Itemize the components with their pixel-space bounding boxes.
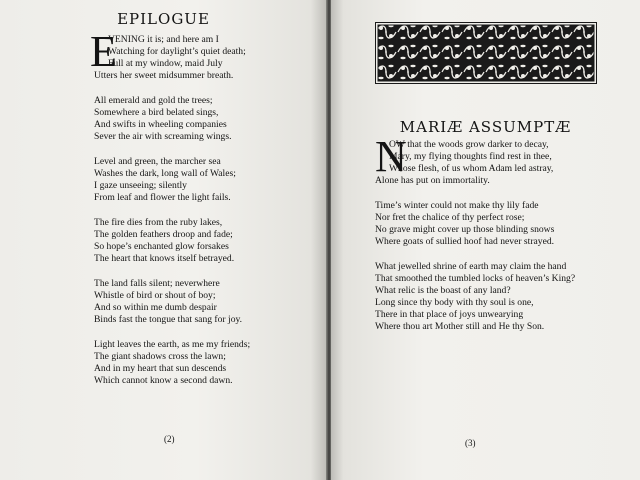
- poem-line: Somewhere a bird belated sings,: [94, 107, 219, 118]
- poem-line: And swifts in wheeling companies: [94, 119, 227, 130]
- poem-line: There in that place of joys unwearying: [375, 309, 524, 320]
- poem-line: Sever the air with screaming wings.: [94, 131, 232, 142]
- poem-line: The land falls silent; neverwhere: [94, 278, 220, 289]
- stanza: [94, 95, 319, 143]
- poem-line: Full at my window, maid July: [108, 58, 223, 69]
- poem-line: Washes the dark, long wall of Wales;: [94, 168, 236, 179]
- poem-line: Binds fast the tongue that sang for joy.: [94, 314, 243, 325]
- stanza: [94, 278, 319, 326]
- poem-line: And in my heart that sun descends: [94, 363, 227, 374]
- poem-line: Mary, my flying thoughts find rest in thee,: [389, 151, 552, 162]
- poem-line: Where thou art Mother still and He thy Son.: [375, 321, 545, 332]
- poem-line: Level and green, the marcher sea: [94, 156, 221, 167]
- drop-cap: N: [375, 132, 407, 181]
- drop-cap: E: [90, 27, 117, 76]
- poem-line: And so within me dumb despair: [94, 302, 217, 313]
- stanza: [375, 132, 637, 187]
- page-number: (2): [164, 434, 175, 444]
- page-number: (3): [465, 438, 476, 448]
- page-title: EPILOGUE: [117, 10, 210, 28]
- poem-line: Watching for daylight’s quiet death;: [108, 46, 246, 57]
- poem-line: The giant shadows cross the lawn;: [94, 351, 226, 362]
- ornament-headpiece: [375, 22, 597, 84]
- poem-line: Long since thy body with thy soul is one,: [375, 297, 534, 308]
- stanza: [375, 200, 637, 248]
- poem-line: Light leaves the earth, as me my friends;: [94, 339, 251, 350]
- poem-line: VENING it is; and here am I: [108, 34, 219, 45]
- poem-line: Where goats of sullied hoof had never strayed.: [375, 236, 555, 247]
- stanza: [94, 339, 319, 387]
- poem-line: No grave might cover up those blinding snows: [375, 224, 555, 235]
- poem-line: What jewelled shrine of earth may claim the hand: [375, 261, 567, 272]
- poem-body: [375, 132, 637, 346]
- poem-line: Utters her sweet midsummer breath.: [94, 70, 234, 81]
- poem-line: OW that the woods grow darker to decay,: [389, 139, 549, 150]
- poem-line: So hope’s enchanted glow forsakes: [94, 241, 229, 252]
- poem-line: The heart that knows itself betrayed.: [94, 253, 235, 264]
- poem-line: From leaf and flower the light fails.: [94, 192, 231, 203]
- right-page: [331, 0, 640, 480]
- stanza: [94, 156, 319, 204]
- poem-line: Whose flesh, of us whom Adam led astray,: [389, 163, 554, 174]
- poem-line: Whistle of bird or shout of boy;: [94, 290, 216, 301]
- poem-line: That smoothed the tumbled locks of heaven’s King?: [375, 273, 576, 284]
- poem-line: The fire dies from the ruby lakes,: [94, 217, 223, 228]
- poem-line: I gaze unseeing; silently: [94, 180, 187, 191]
- poem-line: What relic is the boast of any land?: [375, 285, 511, 296]
- poem-line: Nor fret the chalice of thy perfect rose;: [375, 212, 525, 223]
- poem-body: [94, 34, 319, 400]
- stanza: [94, 217, 319, 265]
- poem-line: The golden feathers droop and fade;: [94, 229, 233, 240]
- stanza: [375, 261, 637, 333]
- stanza: [94, 34, 319, 82]
- poem-title: MARIÆ ASSUMPTÆ: [399, 118, 572, 136]
- poem-line: Alone has put on immortality.: [375, 175, 490, 186]
- poem-line: All emerald and gold the trees;: [94, 95, 213, 106]
- poem-line: Which cannot know a second dawn.: [94, 375, 233, 386]
- poem-line: Time’s winter could not make thy lily fade: [375, 200, 539, 211]
